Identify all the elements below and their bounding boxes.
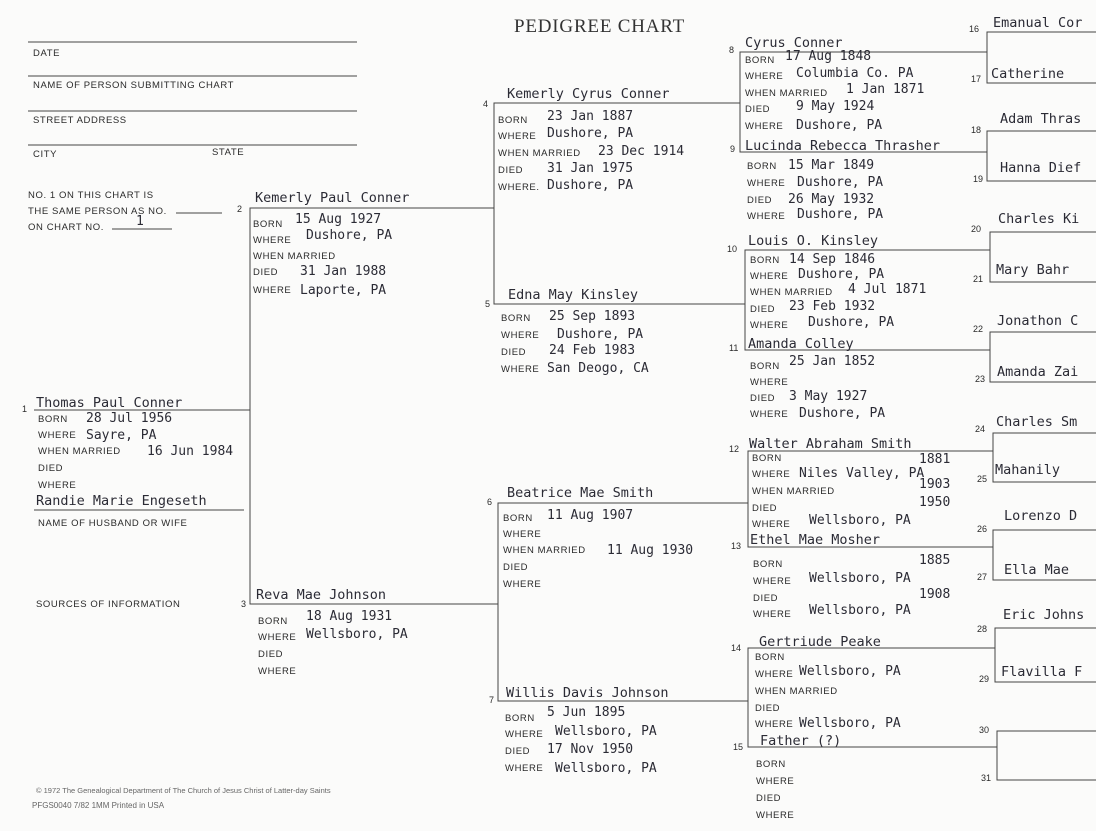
person-5-died-where-label: WHERE — [501, 364, 540, 375]
person-9-born-label: BORN — [747, 161, 777, 172]
spouse-label: NAME OF HUSBAND OR WIFE — [38, 518, 188, 529]
person-1-died-label: DIED — [38, 463, 64, 474]
person-22-number: 22 — [973, 324, 984, 334]
person-1-number: 1 — [22, 404, 28, 414]
person-5-born-label: BORN — [501, 313, 531, 324]
person-7-died: 17 Nov 1950 — [547, 742, 634, 757]
person-6-died-label: DIED — [503, 562, 529, 573]
person-30-number: 30 — [979, 725, 990, 735]
person-17-name: Catherine — [991, 66, 1065, 82]
person-7-where: Wellsboro, PA — [555, 724, 657, 739]
person-4-died-where-label: WHERE. — [498, 182, 540, 193]
person-8-where: Columbia Co. PA — [796, 66, 914, 81]
person-14-name: Gertriude Peake — [759, 634, 881, 650]
person-3-number: 3 — [241, 599, 247, 609]
person-22-name: Jonathon C — [997, 313, 1079, 329]
person-9-died-where: Dushore, PA — [797, 207, 884, 222]
person-15-died-label: DIED — [756, 793, 782, 804]
person-12-died: 1950 — [919, 495, 951, 510]
person-4-died: 31 Jan 1975 — [547, 161, 634, 176]
person-29-name: Flavilla F — [1001, 664, 1083, 680]
person-6-where-label: WHERE — [503, 529, 542, 540]
person-4-born-label: BORN — [498, 115, 528, 126]
sources-label: SOURCES OF INFORMATION — [36, 599, 181, 610]
person-7-died-where: Wellsboro, PA — [555, 761, 657, 776]
chart-ref-line1: NO. 1 ON THIS CHART IS — [28, 190, 154, 201]
person-7-died-label: DIED — [505, 746, 531, 757]
person-9-died-label: DIED — [747, 195, 773, 206]
person-25-name: Mahanily — [995, 462, 1061, 478]
person-8-born-label: BORN — [745, 55, 775, 66]
person-10-number: 10 — [727, 244, 738, 254]
person-15-where-label: WHERE — [756, 776, 795, 787]
person-4-name: Kemerly Cyrus Conner — [507, 86, 670, 102]
person-10-born-label: BORN — [750, 255, 780, 266]
person-23-number: 23 — [975, 374, 986, 384]
person-6-married: 11 Aug 1930 — [607, 543, 694, 558]
person-11-born: 25 Jan 1852 — [789, 354, 876, 369]
person-1-name: Thomas Paul Conner — [36, 395, 183, 411]
person-21-number: 21 — [973, 274, 984, 284]
person-3-where-label: WHERE — [258, 632, 297, 643]
person-18-number: 18 — [971, 125, 982, 135]
person-1-spouse: Randie Marie Engeseth — [36, 493, 207, 509]
person-26-name: Lorenzo D — [1004, 508, 1078, 524]
person-7-born: 5 Jun 1895 — [547, 705, 626, 720]
person-12-married-label: WHEN MARRIED — [752, 486, 835, 497]
person-8-married: 1 Jan 1871 — [846, 82, 925, 97]
person-13-name: Ethel Mae Mosher — [750, 532, 881, 548]
person-2-born-label: BORN — [253, 219, 283, 230]
person-13-number: 13 — [731, 541, 742, 551]
person-10-died-label: DIED — [750, 304, 776, 315]
person-13-died-label: DIED — [753, 593, 779, 604]
person-6-died-where-label: WHERE — [503, 579, 542, 590]
person-1-died-where-label: WHERE — [38, 480, 77, 491]
person-2-married-label: WHEN MARRIED — [253, 251, 336, 262]
date-label: DATE — [33, 48, 61, 59]
person-11-died-where: Dushore, PA — [799, 406, 886, 421]
person-1-married-label: WHEN MARRIED — [38, 446, 121, 457]
person-11-number: 11 — [729, 343, 739, 353]
person-5-name: Edna May Kinsley — [508, 287, 639, 303]
person-3-where: Wellsboro, PA — [306, 627, 408, 642]
person-13-born-label: BORN — [753, 559, 783, 570]
person-20-number: 20 — [971, 224, 982, 234]
person-20-name: Charles Ki — [998, 211, 1080, 227]
person-8-died-where: Dushore, PA — [796, 118, 883, 133]
person-2-died-where-label: WHERE — [253, 285, 292, 296]
person-7-name: Willis Davis Johnson — [506, 685, 669, 701]
person-8-number: 8 — [729, 45, 735, 55]
person-10-where: Dushore, PA — [798, 267, 885, 282]
person-2-number: 2 — [237, 204, 243, 214]
person-2-name: Kemerly Paul Conner — [255, 190, 410, 206]
person-1-married: 16 Jun 1984 — [147, 444, 234, 459]
person-1-where: Sayre, PA — [86, 428, 157, 443]
form-number: PFGS0040 7/82 1MM Printed in USA — [32, 801, 165, 810]
person-5-born: 25 Sep 1893 — [549, 309, 636, 324]
person-3-born: 18 Aug 1931 — [306, 609, 393, 624]
person-9-where-label: WHERE — [747, 178, 786, 189]
person-2-born: 15 Aug 1927 — [295, 212, 382, 227]
person-10-died-where-label: WHERE — [750, 320, 789, 331]
person-4-where-label: WHERE — [498, 131, 537, 142]
person-19-number: 19 — [973, 174, 984, 184]
person-7-where-label: WHERE — [505, 729, 544, 740]
person-15-name: Father (?) — [760, 733, 842, 749]
person-9-name: Lucinda Rebecca Thrasher — [745, 138, 941, 154]
person-12-died-label: DIED — [752, 503, 778, 514]
person-9-died-where-label: WHERE — [747, 211, 786, 222]
person-9-where: Dushore, PA — [797, 175, 884, 190]
person-12-died-where: Wellsboro, PA — [809, 513, 911, 528]
person-29-number: 29 — [979, 674, 990, 684]
person-17-number: 17 — [971, 74, 982, 84]
person-14-born-label: BORN — [755, 652, 785, 663]
person-15-died-where-label: WHERE — [756, 810, 795, 821]
person-8-married-label: WHEN MARRIED — [745, 88, 828, 99]
copyright-text: © 1972 The Genealogical Department of The Church of Jesus Christ of Latter-day Saints — [36, 786, 331, 795]
submitter-label: NAME OF PERSON SUBMITTING CHART — [33, 80, 235, 91]
person-11-died-label: DIED — [750, 393, 776, 404]
city-label: CITY — [33, 149, 58, 160]
chart-title: PEDIGREE CHART — [514, 16, 686, 37]
person-7-died-where-label: WHERE — [505, 763, 544, 774]
person-13-where: Wellsboro, PA — [809, 571, 911, 586]
person-8-born: 17 Aug 1848 — [785, 49, 872, 64]
chart-ref-line2: THE SAME PERSON AS NO. — [28, 206, 167, 217]
person-14-died-label: DIED — [755, 703, 781, 714]
person-26-number: 26 — [977, 524, 988, 534]
person-5-died: 24 Feb 1983 — [549, 343, 636, 358]
person-4-married: 23 Dec 1914 — [598, 144, 685, 159]
person-3-died-label: DIED — [258, 649, 284, 660]
chart-ref-line3: ON CHART NO. — [28, 222, 104, 233]
person-24-name: Charles Sm — [996, 414, 1078, 430]
state-label: STATE — [212, 147, 245, 158]
person-19-name: Hanna Dief — [1000, 160, 1082, 176]
person-10-married-label: WHEN MARRIED — [750, 287, 833, 298]
person-6-born-label: BORN — [503, 513, 533, 524]
person-16-name: Emanual Cor — [993, 15, 1083, 31]
person-6-married-label: WHEN MARRIED — [503, 545, 586, 556]
person-8-where-label: WHERE — [745, 71, 784, 82]
person-27-number: 27 — [977, 572, 988, 582]
person-12-where-label: WHERE — [752, 469, 791, 480]
person-14-died-where: Wellsboro, PA — [799, 716, 901, 731]
person-15-born-label: BORN — [756, 759, 786, 770]
person-2-where-label: WHERE — [253, 235, 292, 246]
person-8-died-where-label: WHERE — [745, 121, 784, 132]
person-9-born: 15 Mar 1849 — [788, 158, 875, 173]
person-28-number: 28 — [977, 624, 988, 634]
person-13-died-where-label: WHERE — [753, 609, 792, 620]
person-14-number: 14 — [731, 643, 742, 653]
person-13-died-where: Wellsboro, PA — [809, 603, 911, 618]
person-8-died: 9 May 1924 — [796, 99, 875, 114]
person-18-name: Adam Thras — [1000, 111, 1082, 127]
person-12-where: Niles Valley, PA — [799, 466, 925, 481]
person-14-where-label: WHERE — [755, 669, 794, 680]
person-11-died: 3 May 1927 — [789, 389, 868, 404]
person-23-name: Amanda Zai — [997, 364, 1079, 380]
person-10-married: 4 Jul 1871 — [848, 282, 927, 297]
person-10-born: 14 Sep 1846 — [789, 252, 876, 267]
person-2-died-where: Laporte, PA — [300, 283, 387, 298]
person-2-died: 31 Jan 1988 — [300, 264, 387, 279]
person-10-name: Louis O. Kinsley — [748, 233, 879, 249]
person-5-where: Dushore, PA — [557, 327, 644, 342]
person-24-number: 24 — [975, 424, 986, 434]
street-label: STREET ADDRESS — [33, 115, 127, 126]
person-7-born-label: BORN — [505, 713, 535, 724]
person-6-number: 6 — [487, 497, 493, 507]
person-12-name: Walter Abraham Smith — [749, 436, 912, 452]
person-2-where: Dushore, PA — [306, 228, 393, 243]
person-25-number: 25 — [977, 474, 988, 484]
person-13-born: 1885 — [919, 553, 951, 568]
person-27-name: Ella Mae — [1004, 562, 1070, 578]
person-12-married: 1903 — [919, 477, 951, 492]
person-12-died-where-label: WHERE — [752, 519, 791, 530]
person-21-name: Mary Bahr — [996, 262, 1070, 278]
person-5-number: 5 — [485, 299, 491, 309]
person-14-died-where-label: WHERE — [755, 719, 794, 730]
person-9-number: 9 — [730, 144, 736, 154]
person-13-where-label: WHERE — [753, 576, 792, 587]
person-14-where: Wellsboro, PA — [799, 664, 901, 679]
person-3-name: Reva Mae Johnson — [256, 587, 387, 603]
person-7-number: 7 — [489, 695, 495, 705]
person-1-where-label: WHERE — [38, 430, 77, 441]
person-12-born: 1881 — [919, 452, 951, 467]
person-5-where-label: WHERE — [501, 330, 540, 341]
person-8-name: Cyrus Conner — [745, 35, 843, 51]
person-12-number: 12 — [729, 444, 740, 454]
person-12-born-label: BORN — [752, 453, 782, 464]
person-4-number: 4 — [483, 99, 489, 109]
person-6-name: Beatrice Mae Smith — [507, 485, 654, 501]
person-3-died-where-label: WHERE — [258, 666, 297, 677]
person-28-name: Eric Johns — [1003, 607, 1085, 623]
person-1-born-label: BORN — [38, 414, 68, 425]
person-4-born: 23 Jan 1887 — [547, 109, 634, 124]
person-3-born-label: BORN — [258, 616, 288, 627]
person-14-married-label: WHEN MARRIED — [755, 686, 838, 697]
person-11-died-where-label: WHERE — [750, 409, 789, 420]
person-16-number: 16 — [969, 24, 980, 34]
person-10-died: 23 Feb 1932 — [789, 299, 876, 314]
person-4-died-where: Dushore, PA — [547, 178, 634, 193]
person-4-died-label: DIED — [498, 165, 524, 176]
person-13-died: 1908 — [919, 587, 951, 602]
person-2-died-label: DIED — [253, 267, 279, 278]
person-5-died-where: San Deogo, CA — [547, 361, 649, 376]
person-6-born: 11 Aug 1907 — [547, 508, 634, 523]
person-4-where: Dushore, PA — [547, 126, 634, 141]
person-8-died-label: DIED — [745, 104, 771, 115]
person-11-name: Amanda Colley — [748, 336, 854, 352]
person-11-where-label: WHERE — [750, 377, 789, 388]
person-5-died-label: DIED — [501, 347, 527, 358]
person-31-number: 31 — [981, 773, 992, 783]
person-1-born: 28 Jul 1956 — [86, 411, 173, 426]
person-15-number: 15 — [733, 742, 744, 752]
person-10-died-where: Dushore, PA — [808, 315, 895, 330]
chart-no-value: 1 — [136, 214, 144, 229]
person-4-married-label: WHEN MARRIED — [498, 148, 581, 159]
person-11-born-label: BORN — [750, 361, 780, 372]
person-10-where-label: WHERE — [750, 271, 789, 282]
person-9-died: 26 May 1932 — [788, 192, 875, 207]
